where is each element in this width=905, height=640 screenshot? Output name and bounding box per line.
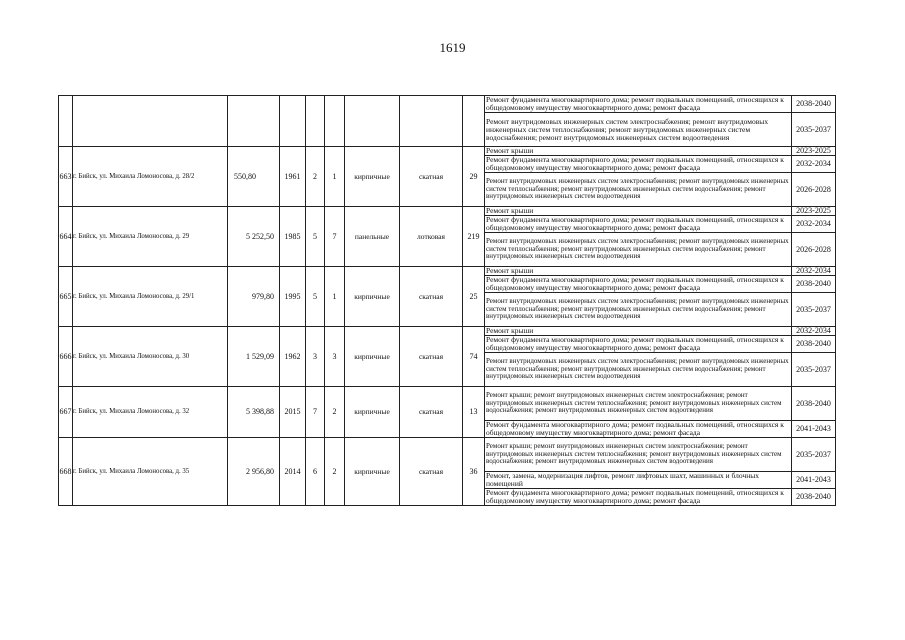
table-row bbox=[59, 438, 836, 472]
total-area: 979,80 bbox=[228, 267, 280, 327]
floors-cell bbox=[306, 96, 325, 147]
work-description: Ремонт внутридомовых инженерных систем электроснабжения; ремонт внутридомовых инженерных систем теплоснабжения; ремонт внутридомовых инженерных систем водоснабжения; ремонт внутридомовых инженерных систем водоотведения bbox=[485, 353, 792, 387]
work-description: Ремонт внутридомовых инженерных систем электроснабжения; ремонт внутридомовых инженерных систем теплоснабжения; ремонт внутридомовых инженерных систем водоснабжения; ремонт внутридомовых инженерных систем водоотведения bbox=[485, 293, 792, 327]
wall-material: кирпичные bbox=[345, 438, 400, 506]
page-number: 1619 bbox=[439, 40, 466, 55]
work-period: 2035-2037 bbox=[792, 113, 836, 147]
work-period: 2032-2034 bbox=[792, 327, 836, 336]
entrances: 3 bbox=[325, 327, 345, 387]
total-area: 1 529,09 bbox=[228, 327, 280, 387]
roof-cell bbox=[400, 96, 463, 147]
roof-type: скатная bbox=[400, 267, 463, 327]
work-period: 2023-2025 bbox=[792, 207, 836, 216]
wall-material: панельные bbox=[345, 207, 400, 267]
work-description: Ремонт фундамента многоквартирного дома; ремонт подвальных помещений, относящихся к общедомовому имуществу многоквартирного дома; ремонт фасада bbox=[485, 216, 792, 233]
apartments: 74 bbox=[463, 327, 485, 387]
row-number: 665 bbox=[59, 267, 73, 327]
roof-type: скатная bbox=[400, 327, 463, 387]
table-row bbox=[59, 267, 836, 276]
floors: 6 bbox=[306, 438, 325, 506]
entrances: 2 bbox=[325, 438, 345, 506]
work-description: Ремонт внутридомовых инженерных систем электроснабжения; ремонт внутридомовых инженерных систем теплоснабжения; ремонт внутридомовых инженерных систем водоснабжения; ремонт внутридомовых инженерных систем водоотведения bbox=[485, 233, 792, 267]
total-area: 5 252,50 bbox=[228, 207, 280, 267]
address-cell bbox=[73, 96, 228, 147]
apartments: 13 bbox=[463, 387, 485, 438]
entrances: 7 bbox=[325, 207, 345, 267]
work-description: Ремонт фундамента многоквартирного дома; ремонт подвальных помещений, относящихся к общедомовому имуществу многоквартирного дома; ремонт фасада bbox=[485, 96, 792, 113]
row-number: 666 bbox=[59, 327, 73, 387]
address: г. Бийск, ул. Михаила Ломоносова, д. 29/1 bbox=[73, 267, 228, 327]
work-period: 2026-2028 bbox=[792, 173, 836, 207]
num-cell bbox=[59, 96, 73, 147]
roof-type: лотковая bbox=[400, 207, 463, 267]
construction-year: 1995 bbox=[280, 267, 306, 327]
wall-material: кирпичные bbox=[345, 387, 400, 438]
work-description: Ремонт фундамента многоквартирного дома; ремонт подвальных помещений, относящихся к общедомовому имуществу многоквартирного дома; ремонт фасада bbox=[485, 489, 792, 506]
address: г. Бийск, ул. Михаила Ломоносова, д. 35 bbox=[73, 438, 228, 506]
work-description: Ремонт крыши; ремонт внутридомовых инженерных систем электроснабжения; ремонт внутридомовых инженерных систем теплоснабжения; ремонт внутридомовых инженерных систем водоснабжения; ремонт внутридомовых инженерных систем водоотведения bbox=[485, 438, 792, 472]
total-area: 2 956,80 bbox=[228, 438, 280, 506]
work-period: 2035-2037 bbox=[792, 293, 836, 327]
work-period: 2032-2034 bbox=[792, 267, 836, 276]
floors: 3 bbox=[306, 327, 325, 387]
apartments: 36 bbox=[463, 438, 485, 506]
year-cell bbox=[280, 96, 306, 147]
address: г. Бийск, ул. Михаила Ломоносова, д. 28/2 bbox=[73, 147, 228, 207]
walls-cell bbox=[345, 96, 400, 147]
construction-year: 2015 bbox=[280, 387, 306, 438]
apartments-cell bbox=[463, 96, 485, 147]
table-row bbox=[59, 207, 836, 216]
roof-type: скатная bbox=[400, 387, 463, 438]
work-period: 2035-2037 bbox=[792, 438, 836, 472]
work-period: 2032-2034 bbox=[792, 216, 836, 233]
work-period: 2038-2040 bbox=[792, 276, 836, 293]
floors: 7 bbox=[306, 387, 325, 438]
work-period: 2032-2034 bbox=[792, 156, 836, 173]
work-description: Ремонт фундамента многоквартирного дома; ремонт подвальных помещений, относящихся к общедомовому имуществу многоквартирного дома; ремонт фасада bbox=[485, 276, 792, 293]
roof-type: скатная bbox=[400, 438, 463, 506]
work-period: 2041-2043 bbox=[792, 421, 836, 438]
apartments: 25 bbox=[463, 267, 485, 327]
row-number: 668 bbox=[59, 438, 73, 506]
floors: 5 bbox=[306, 207, 325, 267]
apartments: 29 bbox=[463, 147, 485, 207]
work-description: Ремонт фундамента многоквартирного дома; ремонт подвальных помещений, относящихся к общедомовому имуществу многоквартирного дома; ремонт фасада bbox=[485, 156, 792, 173]
address: г. Бийск, ул. Михаила Ломоносова, д. 32 bbox=[73, 387, 228, 438]
work-description: Ремонт крыши bbox=[485, 147, 792, 156]
total-area: 5 398,88 bbox=[228, 387, 280, 438]
construction-year: 2014 bbox=[280, 438, 306, 506]
work-description: Ремонт крыши; ремонт внутридомовых инженерных систем электроснабжения; ремонт внутридомовых инженерных систем теплоснабжения; ремонт внутридомовых инженерных систем водоснабжения; ремонт внутридомовых инженерных систем водоотведения bbox=[485, 387, 792, 421]
work-period: 2038-2040 bbox=[792, 387, 836, 421]
wall-material: кирпичные bbox=[345, 267, 400, 327]
area-cell bbox=[228, 96, 280, 147]
work-description: Ремонт фундамента многоквартирного дома; ремонт подвальных помещений, относящихся к общедомовому имуществу многоквартирного дома; ремонт фасада bbox=[485, 336, 792, 353]
work-period: 2023-2025 bbox=[792, 147, 836, 156]
address: г. Бийск, ул. Михаила Ломоносова, д. 29 bbox=[73, 207, 228, 267]
work-description: Ремонт внутридомовых инженерных систем электроснабжения; ремонт внутридомовых инженерных систем теплоснабжения; ремонт внутридомовых инженерных систем водоснабжения; ремонт внутридомовых инженерных систем водоотведения bbox=[485, 173, 792, 207]
table-row bbox=[59, 96, 836, 113]
work-period: 2026-2028 bbox=[792, 233, 836, 267]
capital-repair-table bbox=[58, 95, 836, 506]
construction-year: 1985 bbox=[280, 207, 306, 267]
construction-year: 1961 bbox=[280, 147, 306, 207]
total-area: 550,80 bbox=[228, 147, 280, 207]
table-row bbox=[59, 327, 836, 336]
floors: 5 bbox=[306, 267, 325, 327]
work-description: Ремонт крыши bbox=[485, 207, 792, 216]
entrances: 1 bbox=[325, 147, 345, 207]
roof-type: скатная bbox=[400, 147, 463, 207]
entrances: 2 bbox=[325, 387, 345, 438]
work-description: Ремонт фундамента многоквартирного дома; ремонт подвальных помещений, относящихся к общедомовому имуществу многоквартирного дома; ремонт фасада bbox=[485, 421, 792, 438]
work-description: Ремонт крыши bbox=[485, 327, 792, 336]
work-period: 2038-2040 bbox=[792, 96, 836, 113]
floors: 2 bbox=[306, 147, 325, 207]
entrances: 1 bbox=[325, 267, 345, 327]
construction-year: 1962 bbox=[280, 327, 306, 387]
work-period: 2038-2040 bbox=[792, 489, 836, 506]
wall-material: кирпичные bbox=[345, 327, 400, 387]
row-number: 667 bbox=[59, 387, 73, 438]
work-period: 2035-2037 bbox=[792, 353, 836, 387]
entrances-cell bbox=[325, 96, 345, 147]
work-description: Ремонт крыши bbox=[485, 267, 792, 276]
row-number: 664 bbox=[59, 207, 73, 267]
apartments: 219 bbox=[463, 207, 485, 267]
table-row bbox=[59, 387, 836, 421]
work-period: 2041-2043 bbox=[792, 472, 836, 489]
work-description: Ремонт, замена, модернизация лифтов, ремонт лифтовых шахт, машинных и блочных помещений bbox=[485, 472, 792, 489]
wall-material: кирпичные bbox=[345, 147, 400, 207]
table-row bbox=[59, 147, 836, 156]
work-period: 2038-2040 bbox=[792, 336, 836, 353]
row-number: 663 bbox=[59, 147, 73, 207]
work-description: Ремонт внутридомовых инженерных систем электроснабжения; ремонт внутридомовых инженерных систем теплоснабжения; ремонт внутридомовых инженерных систем водоснабжения; ремонт внутридомовых инженерных систем водоотведения bbox=[485, 113, 792, 147]
address: г. Бийск, ул. Михаила Ломоносова, д. 30 bbox=[73, 327, 228, 387]
